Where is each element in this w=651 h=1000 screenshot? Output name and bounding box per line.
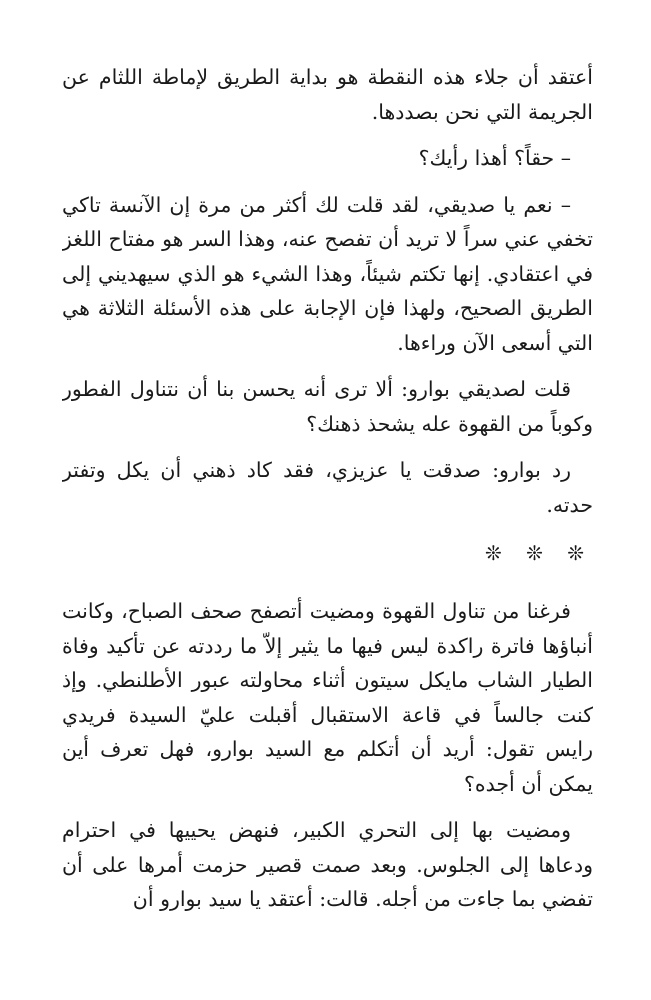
paragraph-5: رد بوارو: صدقت يا عزيزي، فقد كاد ذهني أن يكل وتفتر حدته. <box>62 458 593 517</box>
paragraph-3: – نعم يا صديقي، لقد قلت لك أكثر من مرة إن الآنسة تاكي تخفي عني سراً لا تريد أن تفصح عنه، وهذا السر هو مفتاح اللغز في اعتقادي. إنها تكتم شيئاً، وهذا الشيء هو الذي سيهديني إلى الطريق الصحيح، ولهذا فإن الإجابة على هذه الأسئلة الثلاثة هي التي أسعى الآن وراءها. <box>62 192 593 355</box>
asterism-star-icon: ❊ <box>484 541 502 565</box>
paragraph-2: – حقاً؟ أهذا رأيك؟ <box>418 146 571 170</box>
book-page <box>62 60 593 1000</box>
section-break-ornament <box>62 538 593 568</box>
asterism-star-icon: ❊ <box>526 541 543 565</box>
paragraph-1: أعتقد أن جلاء هذه النقطة هو بداية الطريق لإماطة اللثام عن الجريمة التي نحن بصددها. <box>62 65 593 124</box>
paragraph-4: قلت لصديقي بوارو: ألا ترى أنه يحسن بنا أن نتناول الفطور وكوباً من القهوة عله يشحذ ذهنك؟ <box>62 377 593 436</box>
paragraph-7: ومضيت بها إلى التحري الكبير، فنهض يحييها في احترام ودعاها إلى الجلوس. وبعد صمت قصير حزمت أمرها على أن تفضي بما جاءت من أجله. قالت: أعتقد يا سيد بوارو أن <box>62 818 593 911</box>
asterism-star-icon: ❊ <box>567 541 584 565</box>
paragraph-6: فرغنا من تناول القهوة ومضيت أتصفح صحف الصباح، وكانت أنباؤها فاترة راكدة ليس فيها ما يثير إلاّ ما رددته عن تأكيد وفاة الطيار الشاب مايكل سيتون أثناء محاولته عبور الأطلنطي. وإذ كنت جالساً في قاعة الاستقبال أقبلت عليّ السيدة فريدي رايس تقول: أريد أن أتكلم مع السيد بوارو، فهل تعرف أين يمكن أن أجده؟ <box>62 599 593 796</box>
